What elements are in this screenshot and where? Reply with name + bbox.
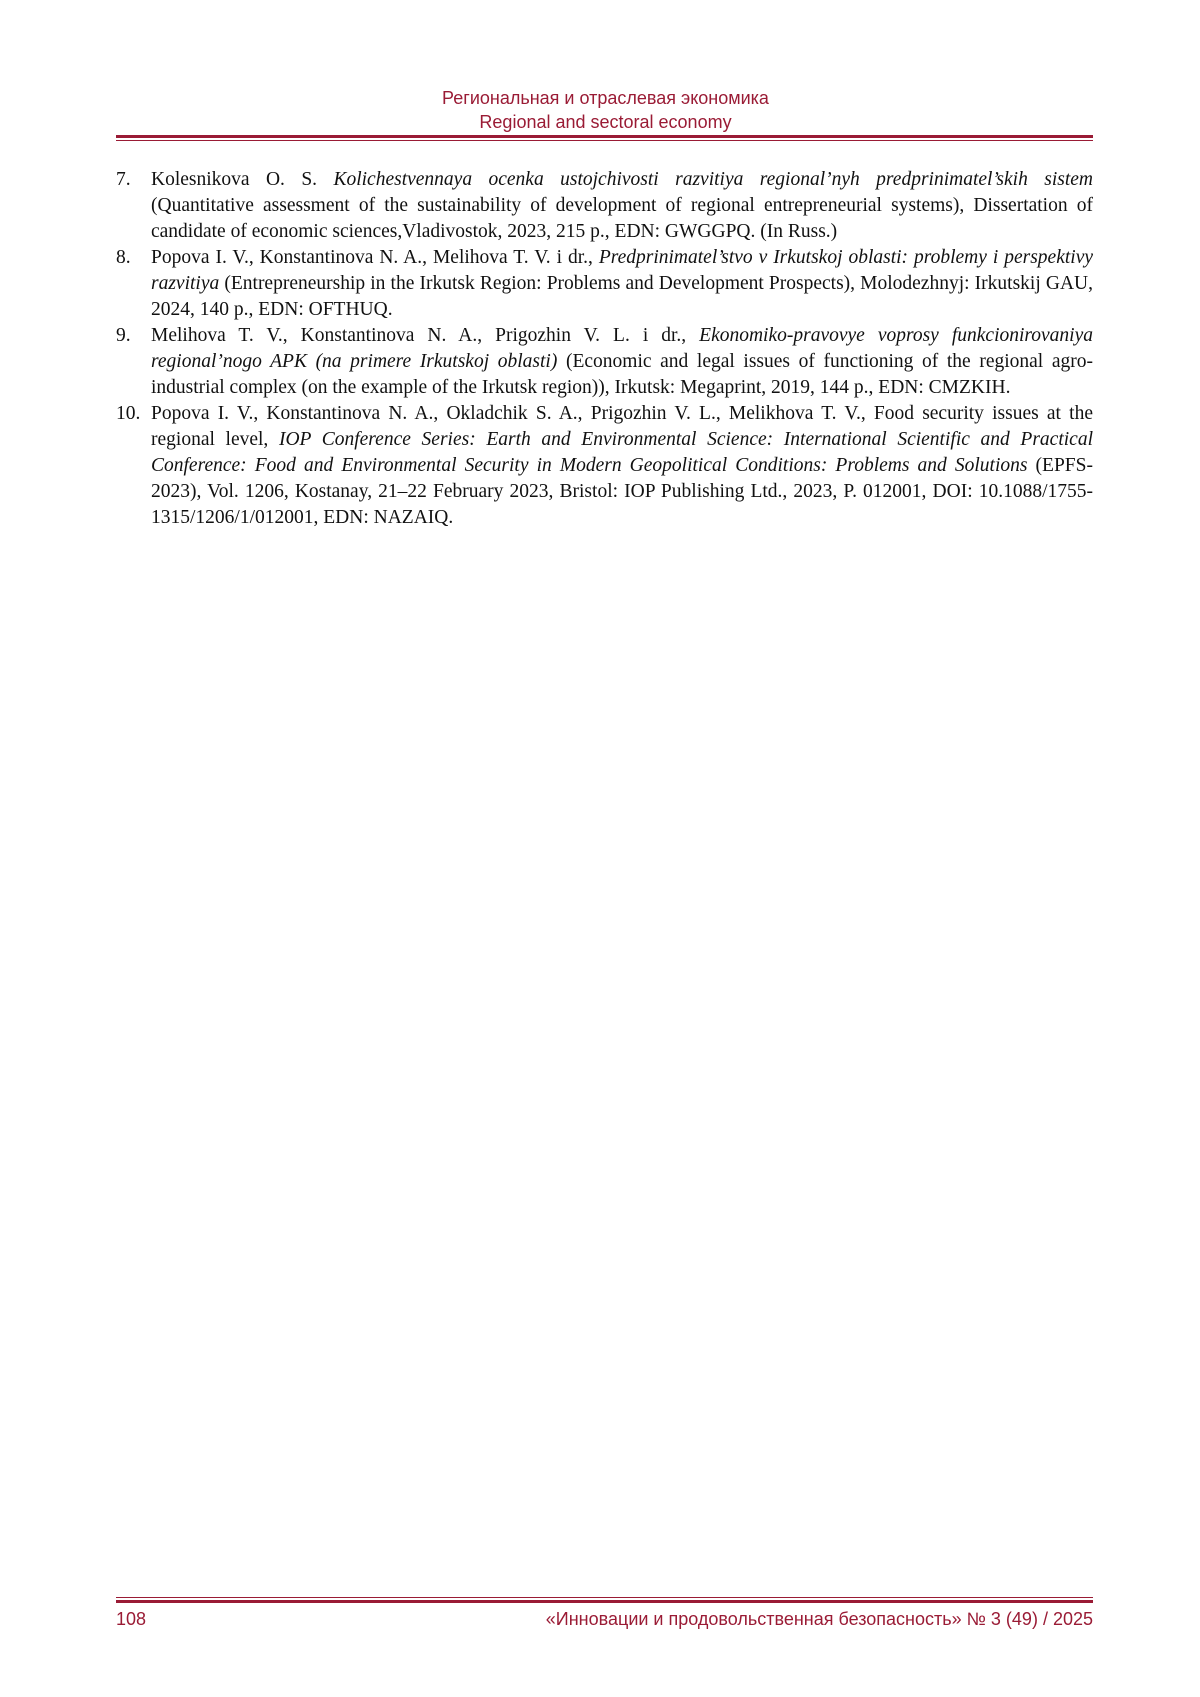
reference-title-italic: Kolichestvennaya ocenka ustojchivosti razvitiya regional’nyh predprinimatel’skih sistem [333, 169, 1093, 190]
reference-segment: Kolesnikova O. S. [151, 169, 334, 190]
reference-number: 8. [116, 247, 131, 268]
reference-text [151, 247, 1093, 320]
reference-text [151, 169, 1093, 242]
running-head-title-en: Regional and sectoral economy [479, 112, 732, 132]
reference-title-italic: IOP Conference Series: Earth and Environmental Science: International Scientific and Practical Conference: Food and Environmental Security in Modern Geopolitical Conditions: Problems and Solutions [151, 429, 1093, 476]
footer-rule-thick [116, 1600, 1093, 1603]
footer-rule-thin [116, 1597, 1093, 1598]
reference-segment: (Economic and legal issues of functioning of the regional agro-industrial complex (on the example of the Irkutsk region)), Irkutsk: Megaprint, 2019, 144 p., EDN: CMZKIH. [151, 351, 1093, 398]
reference-title-italic: Predprinimatel’stvo v Irkutskoj oblasti: problemy i perspektivy razvitiya [151, 247, 1093, 294]
running-head-title-ru: Региональная и отраслевая экономика [442, 88, 769, 108]
header-rule-thin [116, 140, 1093, 141]
reference-number: 7. [116, 169, 131, 190]
reference-item [116, 167, 1093, 245]
reference-segment: Melihova T. V., Konstantinova N. A., Prigozhin V. L. i dr., [151, 325, 700, 346]
running-head [118, 86, 1093, 134]
header-rule-thick [116, 135, 1093, 138]
reference-number: 10. [116, 403, 141, 424]
reference-segment: Popova I. V., Konstantinova N. A., Melihova T. V. i dr., [151, 247, 599, 268]
reference-text [151, 403, 1093, 528]
reference-segment: (Quantitative assessment of the sustainability of development of regional entrepreneurial systems), Dissertation of candidate of economic sciences,Vladivostok, 2023, 215 p., EDN: GWGGPQ. (In Russ.) [151, 195, 1093, 242]
reference-item [116, 323, 1093, 401]
reference-segment: (Entrepreneurship in the Irkutsk Region: Problems and Development Prospects), Molodezhnyj: Irkutskij GAU, 2024, 140 p., EDN: OFTHUQ. [151, 273, 1093, 320]
reference-text [151, 325, 1093, 398]
reference-item [116, 245, 1093, 323]
page-number: 108 [116, 1609, 147, 1629]
reference-title-italic: Ekonomiko-pravovye voprosy funkcionirovaniya regional’nogo APK (na primere Irkutskoj oblasti) [151, 325, 1093, 372]
reference-segment: (EPFS-2023), Vol. 1206, Kostanay, 21–22 February 2023, Bristol: IOP Publishing Ltd., 2023, P. 012001, DOI: 10.1088/1755-1315/1206/1/012001, EDN: NAZAIQ. [151, 455, 1093, 528]
reference-segment: Popova I. V., Konstantinova N. A., Okladchik S. A., Prigozhin V. L., Melikhova T. V., Food security issues at the regional level, [151, 403, 1093, 450]
reference-item [116, 401, 1093, 531]
reference-list [116, 167, 1093, 531]
reference-number: 9. [116, 325, 131, 346]
journal-issue: «Инновации и продовольственная безопасность» № 3 (49) / 2025 [545, 1609, 1093, 1629]
